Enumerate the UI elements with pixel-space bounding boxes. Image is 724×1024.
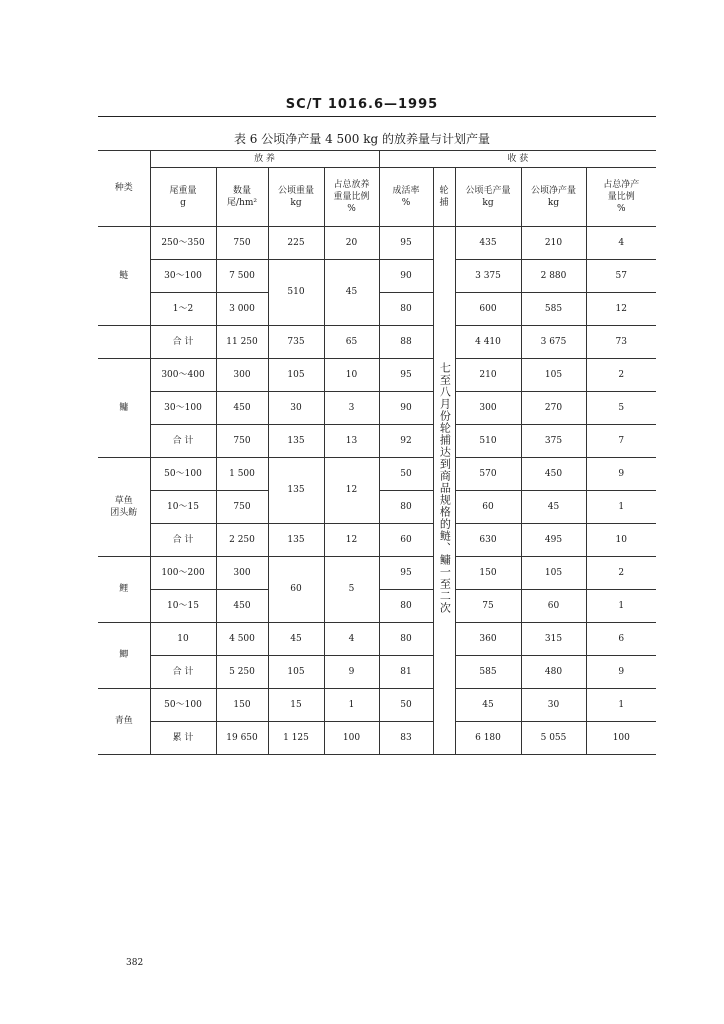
species-cell: 鳙 [98,359,150,458]
table-row [98,557,656,590]
cell-gross-yield: 360 [455,623,521,656]
cell-gross-yield: 3 375 [455,260,521,293]
table-row [98,623,656,656]
cell-net-ratio: 12 [586,293,656,326]
cell-net-ratio: 1 [586,689,656,722]
cell-gross-yield: 45 [455,689,521,722]
cell-net-yield: 315 [521,623,586,656]
group-stocking: 放 养 [150,151,379,168]
col-tail-weight: 尾重量 g [150,168,216,227]
cell-survival: 95 [379,227,433,260]
cell-tail-weight: 合 计 [150,425,216,458]
cell-ha-weight: 135 [268,425,324,458]
cell-net-ratio: 4 [586,227,656,260]
cell-ha-weight: 60 [268,557,324,623]
cell-survival: 90 [379,392,433,425]
table-caption: 表 6 公顷净产量 4 500 kg 的放养量与计划产量 [233,132,490,146]
cell-gross-yield: 60 [455,491,521,524]
cell-weight-ratio: 13 [324,425,379,458]
cell-weight-ratio: 3 [324,392,379,425]
cell-tail-weight: 1～2 [150,293,216,326]
cell-weight-ratio: 9 [324,656,379,689]
rotation-note-cell [433,227,455,755]
cell-ha-weight: 225 [268,227,324,260]
cell-gross-yield: 600 [455,293,521,326]
stocking-harvest-table [98,150,656,755]
cell-gross-yield: 300 [455,392,521,425]
cell-tail-weight: 50～100 [150,458,216,491]
cell-net-ratio: 9 [586,656,656,689]
cell-net-ratio: 100 [586,722,656,755]
cell-tail-weight: 30～100 [150,260,216,293]
species-cell: 鲤 [98,557,150,623]
cell-net-yield: 375 [521,425,586,458]
col-species: 种类 [98,151,150,227]
header-row-groups [98,151,656,168]
cell-survival: 88 [379,326,433,359]
cell-count: 1 500 [216,458,268,491]
standard-header: SC/T 1016.6—1995 [285,97,439,112]
col-net-yield: 公顷净产量 kg [521,168,586,227]
cell-tail-weight: 50～100 [150,689,216,722]
cell-weight-ratio: 45 [324,260,379,326]
cell-net-yield: 495 [521,524,586,557]
species-cell: 青鱼 [98,689,150,755]
table-row [98,524,656,557]
cell-net-ratio: 10 [586,524,656,557]
cell-survival: 83 [379,722,433,755]
table-row [98,656,656,689]
cell-net-ratio: 6 [586,623,656,656]
group-harvest: 收 获 [379,151,656,168]
cell-survival: 80 [379,623,433,656]
table-row [98,359,656,392]
cell-tail-weight: 30～100 [150,392,216,425]
cell-survival: 50 [379,689,433,722]
cell-survival: 50 [379,458,433,491]
cell-net-yield: 45 [521,491,586,524]
cell-tail-weight: 100～200 [150,557,216,590]
cell-ha-weight: 45 [268,623,324,656]
cell-weight-ratio: 1 [324,689,379,722]
cell-survival: 81 [379,656,433,689]
table-row [98,425,656,458]
cell-weight-ratio: 20 [324,227,379,260]
cell-net-yield: 480 [521,656,586,689]
cell-ha-weight: 510 [268,260,324,326]
cell-gross-yield: 435 [455,227,521,260]
col-rotation: 轮捕 [433,168,455,227]
cell-net-yield: 105 [521,557,586,590]
cell-tail-weight: 10 [150,623,216,656]
species-cell: 鲢 [98,227,150,326]
cell-net-yield: 30 [521,689,586,722]
cell-tail-weight: 合 计 [150,524,216,557]
cell-count: 450 [216,590,268,623]
table-row [98,326,656,359]
cell-gross-yield: 570 [455,458,521,491]
cell-count: 150 [216,689,268,722]
cell-survival: 80 [379,491,433,524]
cell-weight-ratio: 65 [324,326,379,359]
species-cell: 鲫 [98,623,150,689]
header-row-columns [98,168,656,227]
cell-net-yield: 60 [521,590,586,623]
cell-survival: 80 [379,293,433,326]
cell-gross-yield: 4 410 [455,326,521,359]
cell-ha-weight: 105 [268,656,324,689]
col-net-ratio: 占总净产 量比例 % [586,168,656,227]
cell-gross-yield: 6 180 [455,722,521,755]
cell-weight-ratio: 12 [324,524,379,557]
species-cell: 草鱼 团头鲂 [98,458,150,557]
cell-gross-yield: 510 [455,425,521,458]
cell-count: 750 [216,491,268,524]
cell-count: 11 250 [216,326,268,359]
table-row [98,392,656,425]
cell-ha-weight: 735 [268,326,324,359]
cell-net-ratio: 5 [586,392,656,425]
cell-tail-weight: 10～15 [150,590,216,623]
page-number: 382 [126,958,144,968]
cell-net-yield: 210 [521,227,586,260]
cell-survival: 95 [379,359,433,392]
col-ha-weight: 公顷重量 kg [268,168,324,227]
cell-gross-yield: 150 [455,557,521,590]
cell-ha-weight: 30 [268,392,324,425]
cell-gross-yield: 75 [455,590,521,623]
cell-net-ratio: 9 [586,458,656,491]
cell-gross-yield: 585 [455,656,521,689]
cell-net-ratio: 1 [586,491,656,524]
cell-net-yield: 105 [521,359,586,392]
cell-count: 300 [216,557,268,590]
cell-tail-weight: 10～15 [150,491,216,524]
cell-net-ratio: 57 [586,260,656,293]
cell-count: 4 500 [216,623,268,656]
cell-net-ratio: 73 [586,326,656,359]
cell-count: 19 650 [216,722,268,755]
col-weight-ratio: 占总放养 重量比例 % [324,168,379,227]
cell-ha-weight: 105 [268,359,324,392]
cell-gross-yield: 210 [455,359,521,392]
cell-count: 2 250 [216,524,268,557]
cell-tail-weight: 300～400 [150,359,216,392]
table-row-total [98,722,656,755]
cell-gross-yield: 630 [455,524,521,557]
cell-net-ratio: 2 [586,557,656,590]
cell-ha-weight: 135 [268,458,324,524]
cell-net-ratio: 2 [586,359,656,392]
cell-count: 750 [216,425,268,458]
cell-tail-weight: 合 计 [150,326,216,359]
cell-ha-weight: 15 [268,689,324,722]
species-cell-empty [98,326,150,359]
table-row [98,689,656,722]
cell-count: 5 250 [216,656,268,689]
cell-survival: 95 [379,557,433,590]
cell-survival: 92 [379,425,433,458]
cell-weight-ratio: 4 [324,623,379,656]
cell-net-yield: 270 [521,392,586,425]
cell-net-yield: 450 [521,458,586,491]
rotation-note: 七至八月份轮捕达到商品规格的鲢、鳙一至二次 [438,362,452,615]
cell-survival: 90 [379,260,433,293]
cell-tail-weight: 累 计 [150,722,216,755]
cell-survival: 60 [379,524,433,557]
cell-weight-ratio: 12 [324,458,379,524]
cell-count: 300 [216,359,268,392]
cell-count: 3 000 [216,293,268,326]
col-count: 数量 尾/hm² [216,168,268,227]
cell-count: 7 500 [216,260,268,293]
cell-net-yield: 3 675 [521,326,586,359]
cell-net-yield: 2 880 [521,260,586,293]
cell-net-ratio: 7 [586,425,656,458]
table-row [98,458,656,491]
col-gross-yield: 公顷毛产量 kg [455,168,521,227]
cell-weight-ratio: 5 [324,557,379,623]
cell-count: 450 [216,392,268,425]
cell-ha-weight: 1 125 [268,722,324,755]
cell-net-yield: 5 055 [521,722,586,755]
cell-net-ratio: 1 [586,590,656,623]
cell-tail-weight: 250～350 [150,227,216,260]
cell-count: 750 [216,227,268,260]
cell-survival: 80 [379,590,433,623]
col-survival: 成活率 % [379,168,433,227]
header-rule [98,116,656,117]
cell-weight-ratio: 10 [324,359,379,392]
table-row [98,227,656,260]
cell-weight-ratio: 100 [324,722,379,755]
cell-tail-weight: 合 计 [150,656,216,689]
cell-net-yield: 585 [521,293,586,326]
cell-ha-weight: 135 [268,524,324,557]
table-row [98,260,656,293]
